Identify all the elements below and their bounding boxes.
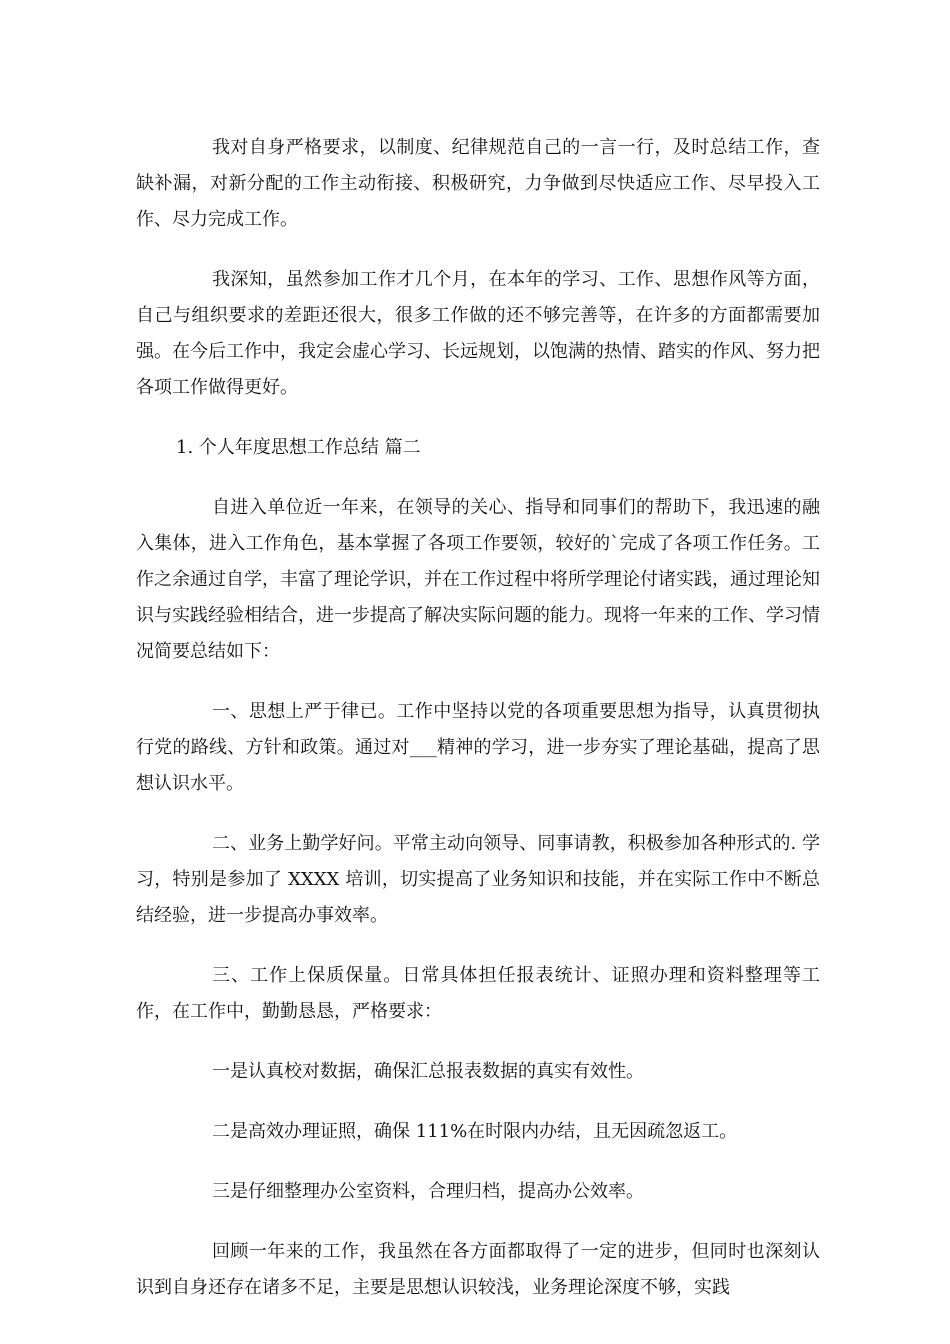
list-item: 一是认真校对数据，确保汇总报表数据的真实有效性。: [212, 1061, 644, 1082]
document-body: [136, 130, 820, 1330]
paragraph-review: 回顾一年来的工作，我虽然在各方面都取得了一定的进步，但同时也深刻认识到自身还存在诸多不足，主要是思想认识较浅，业务理论深度不够，实践: [136, 1241, 820, 1298]
list-item: 二是高效办理证照，确保 111%在时限内办结，且无因疏忽返工。: [212, 1121, 738, 1142]
list-item: 三是仔细整理办公室资料，合理归档，提高办公效率。: [212, 1181, 644, 1202]
paragraph-business-learning: 二、业务上勤学好问。平常主动向领导、同事请教，积极参加各种形式的. 学习，特别是参加了 XXXX 培训，切实提高了业务知识和技能，并在实际工作中不断总结经验，进一步提高办事效率。: [136, 833, 820, 926]
paragraph-self-discipline: 我对自身严格要求，以制度、纪律规范自己的一言一行，及时总结工作，查缺补漏，对新分配的工作主动衔接、积极研究，力争做到尽快适应工作、尽早投入工作、尽力完成工作。: [136, 137, 820, 230]
paragraph-introduction: 自进入单位近一年来，在领导的关心、指导和同事们的帮助下，我迅速的融入集体，进入工作角色，基本掌握了各项工作要领，较好的`完成了各项工作任务。工作之余通过自学，丰富了理论学识，并在工作过程中将所学理论付诸实践，通过理论知识与实践经验相结合，进一步提高了解决实际问题的能力。现将一年来的工作、学习情况简要总结如下：: [136, 497, 820, 662]
section-heading: 1. 个人年度思想工作总结 篇二: [176, 437, 421, 458]
paragraph-self-awareness: 我深知，虽然参加工作才几个月，在本年的学习、工作、思想作风等方面，自己与组织要求的差距还很大，很多工作做的还不够完善等，在许多的方面都需要加强。在今后工作中，我定会虚心学习、长远规划，以饱满的热情、踏实的作风、努力把各项工作做得更好。: [136, 269, 820, 398]
paragraph-ideology: 一、思想上严于律已。工作中坚持以党的各项重要思想为指导，认真贯彻执行党的路线、方针和政策。通过对___精神的学习，进一步夯实了理论基础，提高了思想认识水平。: [136, 701, 820, 794]
paragraph-work-quality: 三、工作上保质保量。日常具体担任报表统计、证照办理和资料整理等工作，在工作中，勤勤恳恳，严格要求：: [136, 965, 820, 1022]
